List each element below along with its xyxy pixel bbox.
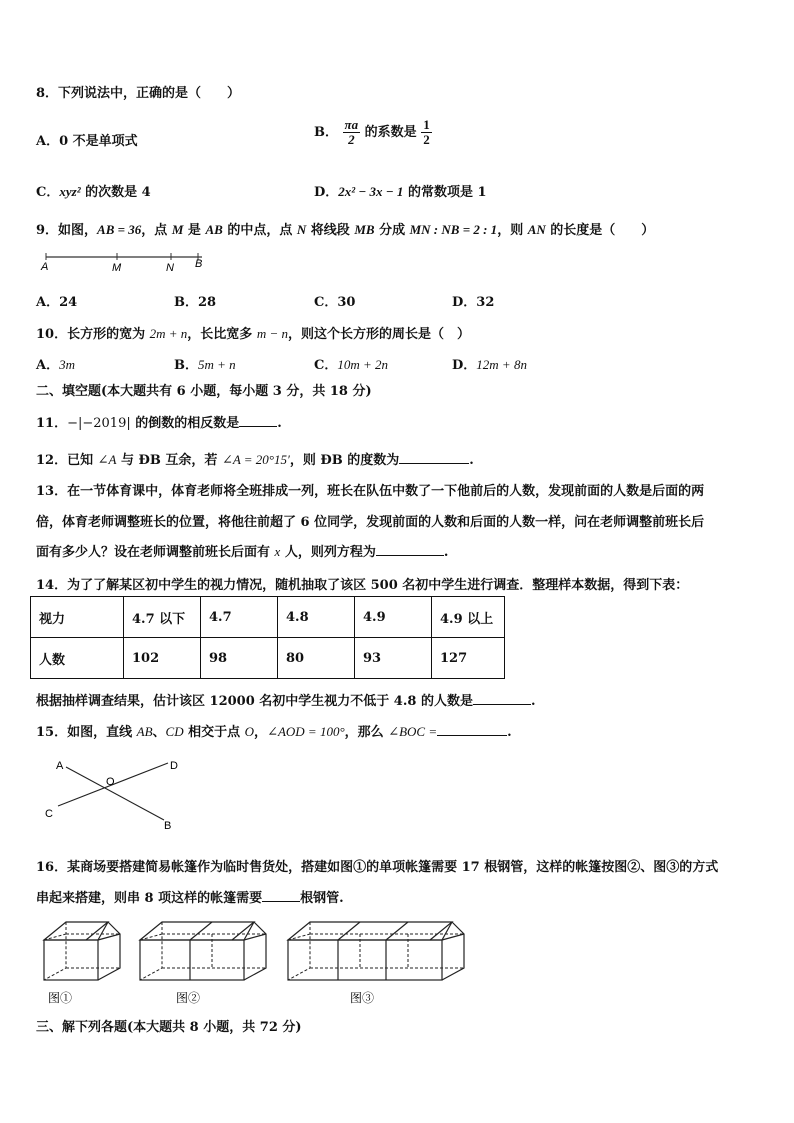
q15-angle: ∠AOD = 100° [267, 724, 345, 739]
q10-option-d [452, 354, 527, 373]
q10-option-c [314, 354, 388, 373]
q15-a: 15．如图，直线 [36, 725, 137, 740]
q9-stem-f: 分成 [374, 223, 410, 238]
q15-boc: ∠BOC = [388, 724, 438, 739]
q10-option-b [174, 354, 236, 373]
q11-expr: −|−2019| [67, 416, 131, 431]
table-cell: 80 [278, 638, 355, 679]
q9-stem-e: 将线段 [306, 223, 355, 238]
q15-label-a: A [56, 760, 64, 772]
q8-option-c [36, 181, 151, 200]
q16-figure-2-tents [140, 922, 266, 980]
q10-stem [36, 323, 470, 342]
section-2-heading: 二、填空题(本大题共有 6 小题，每小题 3 分，共 18 分) [36, 384, 372, 399]
table-row [31, 638, 505, 679]
q16-line-2 [36, 887, 344, 906]
table-header-cell: 视力 [31, 597, 124, 638]
q8-d-text: 的常数项是 1 [403, 185, 487, 200]
q9-stem-a: 9．如图， [36, 223, 98, 238]
q13-var-x: x [274, 544, 281, 559]
q10-b-label: B． [174, 358, 198, 373]
q10-b-expr: 5m + n [198, 357, 236, 372]
q13-line-1: 13．在一节体育课中，体育老师将全班排成一列，班长在队伍中数了一下他前后的人数，发现前面的人数是后面的两 [36, 484, 705, 499]
q8-option-b [314, 118, 432, 147]
q8-c-expr: xyz² [59, 184, 81, 199]
table-header-cell: 4.9 [355, 597, 432, 638]
q15-e: ，那么 [344, 725, 389, 740]
q12 [36, 449, 474, 468]
q11-answer-blank[interactable] [239, 414, 277, 427]
q8-b-mid: 的系数是 [364, 125, 422, 140]
table-cell: 98 [201, 638, 278, 679]
q9-segment-figure [36, 248, 216, 276]
q9-option-b: B．28 [174, 295, 217, 310]
q8-b-label: B． [314, 125, 338, 140]
q9-an: AN [527, 222, 546, 237]
q10-a-expr: 3m [59, 357, 75, 372]
q9-stem-g: ，则 [497, 223, 528, 238]
q13-end: . [443, 545, 449, 560]
table-cell: 93 [355, 638, 432, 679]
q9-option-a: A．24 [36, 295, 78, 310]
q8-b-frac-den: 2 [348, 132, 355, 147]
q10-d-label: D． [452, 358, 477, 373]
q14-question [36, 690, 535, 709]
q9-stem-c: 是 [183, 223, 206, 238]
q9-ab-eq: AB = 36 [97, 222, 142, 237]
q9-stem-b: ，点 [141, 223, 172, 238]
q10-diff: m − n [256, 326, 288, 341]
q12-end: . [469, 453, 474, 468]
q9-mb: MB [354, 222, 375, 237]
q10-stem-b: ，长比宽多 [187, 327, 257, 342]
q12-a: 12．已知 [36, 453, 98, 468]
q9-stem-d: 的中点，点 [222, 223, 297, 238]
q10-stem-c: ，则这个长方形的周长是（ ） [288, 327, 471, 342]
q16-figure-1-tent [44, 922, 120, 980]
q15-label-d: D [170, 760, 178, 772]
q16-line-2b: 根钢管. [300, 891, 344, 906]
q12-c: ，则 ĐB 的度数为 [289, 453, 400, 468]
q15-line-ab [66, 767, 164, 820]
q12-angle-a: ∠A [97, 452, 117, 467]
q9-label-a: A [41, 261, 49, 273]
table-header-cell: 4.7 以下 [124, 597, 201, 638]
q16-figure-3-label: 图③ [350, 991, 375, 1005]
q11-text: 的倒数的相反数是 [130, 416, 240, 431]
q15-f: . [507, 725, 512, 740]
q16-answer-blank[interactable] [262, 889, 300, 902]
q12-angle-value: ∠A = 20°15′ [221, 452, 290, 467]
q9-m: M [171, 222, 184, 237]
q8-option-d [314, 181, 487, 200]
table-cell: 102 [124, 638, 201, 679]
q8-c-label: C． [36, 185, 60, 200]
q8-c-text: 的次数是 4 [80, 185, 151, 200]
section-3-heading: 三、解下列各题(本大题共 8 小题，共 72 分) [36, 1020, 302, 1035]
q13-answer-blank[interactable] [376, 543, 444, 556]
q11 [36, 412, 282, 431]
table-row [31, 597, 505, 638]
q10-d-expr: 12m + 8n [476, 357, 527, 372]
q10-option-a [36, 354, 75, 373]
q15-o: O [244, 724, 255, 739]
q14-vision-table [30, 596, 505, 679]
q8-d-label: D． [314, 185, 339, 200]
q16-line-1: 16．某商场要搭建简易帐篷作为临时售货处，搭建如图①的单项帐篷需要 17 根钢管，这样的帐篷按图②、图③的方式 [36, 860, 719, 875]
q13-line-3a: 面有多少人？设在老师调整前班长后面有 [36, 545, 275, 560]
q9-ratio: MN : NB = 2 : 1 [409, 222, 498, 237]
q11-number: 11． [36, 416, 68, 431]
q8-b-fraction2 [421, 118, 432, 147]
q15-label-b: B [164, 820, 172, 832]
q9-label-b: B [195, 258, 203, 270]
table-cell: 127 [432, 638, 505, 679]
q9-option-d: D．32 [452, 295, 495, 310]
q15-d: ， [254, 725, 268, 740]
q15-b: 、 [152, 725, 166, 740]
q13-line-3b: 人，则列方程为 [280, 545, 376, 560]
q15-answer-blank[interactable] [437, 723, 507, 736]
q8-stem: 8．下列说法中，正确的是（ ） [36, 86, 241, 101]
q14-stem: 14．为了了解某区初中学生的视力情况，随机抽取了该区 500 名初中学生进行调查．整理样本数据，得到下表： [36, 578, 689, 593]
q10-width: 2m + n [149, 326, 188, 341]
q9-stem-h: 的长度是（ ） [545, 223, 655, 238]
q8-b-fraction [343, 118, 361, 147]
q16-tent-figures [36, 912, 466, 1012]
q8-b-frac-num: πa [344, 117, 359, 132]
q8-option-a: A．0 不是单项式 [36, 134, 138, 149]
q9-option-c: C．30 [314, 295, 356, 310]
q8-b-frac2-den: 2 [423, 132, 430, 147]
q9-ab: AB [205, 222, 223, 237]
q10-c-expr: 10m + 2n [337, 357, 389, 372]
table-header-cell: 4.8 [278, 597, 355, 638]
q15-c: 相交于点 [183, 725, 245, 740]
q8-d-expr: 2x² − 3x − 1 [338, 184, 404, 199]
q13-line-3 [36, 541, 448, 560]
q12-b: 与 ĐB 互余，若 [116, 453, 222, 468]
q16-figure-1-label: 图① [48, 991, 73, 1005]
q11-end: . [277, 416, 282, 431]
table-header-cell: 4.7 [201, 597, 278, 638]
q8-b-frac2-num: 1 [423, 117, 430, 132]
q10-stem-a: 10．长方形的宽为 [36, 327, 150, 342]
q15-stem [36, 721, 512, 740]
q12-answer-blank[interactable] [399, 451, 469, 464]
q13-line-2: 倍，体育老师调整班长的位置，将他往前超了 6 位同学，发现前面的人数和后面的人数一样，问在老师调整前班长后 [36, 515, 705, 530]
q15-cd: CD [165, 724, 184, 739]
q10-a-label: A． [36, 358, 60, 373]
q14-after-a: 根据抽样调查结果，估计该区 12000 名初中学生视力不低于 4.8 的人数是 [36, 694, 473, 709]
q16-figure-3-tents [288, 922, 464, 980]
q10-c-label: C． [314, 358, 338, 373]
table-header-cell: 4.9 以上 [432, 597, 505, 638]
q9-n: N [296, 222, 307, 237]
q15-ab: AB [136, 724, 153, 739]
q16-line-2a: 串起来搭建，则串 8 项这样的帐篷需要 [36, 891, 263, 906]
q15-label-c: C [45, 808, 53, 820]
q9-stem [36, 219, 654, 238]
q9-label-n: N [166, 262, 174, 274]
q16-figure-2-label: 图② [176, 991, 201, 1005]
q14-answer-blank[interactable] [473, 692, 531, 705]
q14-after-b: . [530, 694, 536, 709]
table-cell: 人数 [31, 638, 124, 679]
q15-label-o: O [106, 776, 115, 788]
q15-intersecting-lines-figure [36, 754, 186, 834]
q9-label-m: M [112, 262, 122, 274]
